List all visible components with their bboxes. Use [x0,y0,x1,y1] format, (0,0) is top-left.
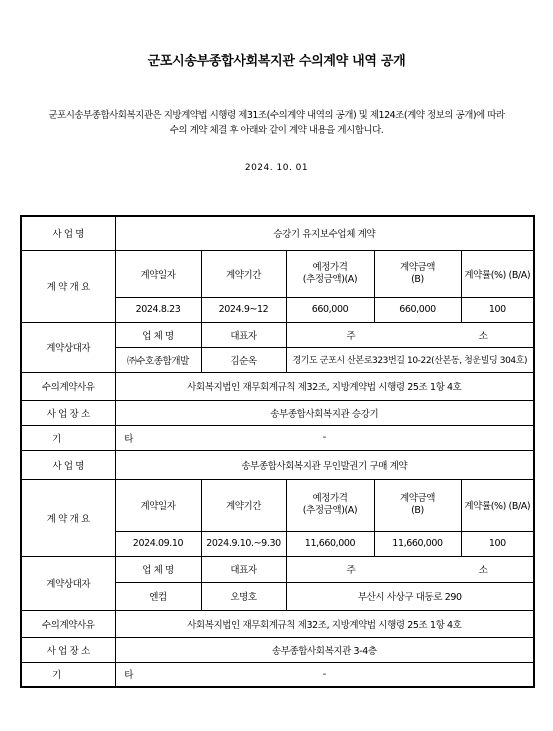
contract-1-reason-row [21,372,534,400]
rep-header: 대표자 [201,556,286,582]
project-label: 사 업 명 [21,450,115,479]
date-header: 계약일자 [115,479,201,531]
contract-period: 2024.9.10.~9.30 [201,531,286,556]
contract-1-location-row [21,400,534,425]
estimate-header: 예정가격 (추정금액)(A) [286,479,374,531]
amount-value: 11,660,000 [374,531,461,556]
period-header: 계약기간 [201,250,286,297]
rate-header: 계약률(%) (B/A) [461,479,534,531]
location-label: 사 업 장 소 [21,637,115,662]
location-label: 사 업 장 소 [21,400,115,425]
amount-value: 660,000 [374,297,461,322]
intro-line-1: 군포시송부종합사회복지관은 지방계약법 시행령 제31조(수의계약 내역의 공개) 및 제124조(계약 정보의 공개)에 따라 [48,110,505,121]
etc-value: - [115,425,534,450]
rate-value: 100 [461,297,534,322]
contract-2-party-header-row [21,556,534,582]
contract-date: 2024.09.10 [115,531,201,556]
location-value: 송부종합사회복지관 승강기 [115,400,534,425]
reason-label: 수의계약사유 [21,610,115,637]
contract-table [20,215,548,688]
amount-header: 계약금액 (B) [374,250,461,297]
overview-label: 계 약 개 요 [21,479,115,556]
company-name: 엔컴 [115,582,201,610]
period-header: 계약기간 [201,479,286,531]
overview-label: 계 약 개 요 [21,250,115,322]
contract-1-party-header-row [21,322,534,347]
project-name: 승강기 유지보수업체 계약 [115,216,534,250]
contract-2-project-row [21,450,534,479]
company-name: ㈜수호종합개발 [115,347,201,372]
amount-header: 계약금액 (B) [374,479,461,531]
contract-2-reason-row [21,610,534,637]
estimate-header: 예정가격 (추정금액)(A) [286,250,374,297]
contract-2-overview-header-row [21,479,534,531]
intro-line-2: 수의 계약 체결 후 아래와 같이 계약 내용을 게시합니다. [169,125,384,136]
address-header: 주 소 [286,322,534,347]
company-header: 업 체 명 [115,556,201,582]
location-value: 송부종합사회복지관 3-4층 [115,637,534,662]
company-address: 경기도 군포시 산본로323번길 10-22(산본동, 청운빌딩 304호) [286,347,534,372]
estimate-value: 660,000 [286,297,374,322]
party-label: 계약상대자 [21,322,115,372]
company-address: 부산시 사상구 대동로 290 [286,582,534,610]
etc-label: 기 타 [21,662,115,687]
reason-value: 사회복지법인 재무회계규칙 제32조, 지방계약법 시행령 25조 1항 4호 [115,610,534,637]
project-label: 사 업 명 [21,216,115,250]
company-header: 업 체 명 [115,322,201,347]
contract-period: 2024.9~12 [201,297,286,322]
contract-1-etc-row [21,425,534,450]
rep-header: 대표자 [201,322,286,347]
contract-1-overview-header-row [21,250,534,297]
party-label: 계약상대자 [21,556,115,610]
document-title: 군포시송부종합사회복지관 수의계약 내역 공개 [147,54,406,69]
date-header: 계약일자 [115,250,201,297]
address-header: 주 소 [286,556,534,582]
estimate-value: 11,660,000 [286,531,374,556]
etc-value: - [115,662,534,687]
reason-label: 수의계약사유 [21,372,115,400]
etc-label: 기 타 [21,425,115,450]
project-name: 송부종합사회복지관 무인발권기 구매 계약 [115,450,534,479]
contract-date: 2024.8.23 [115,297,201,322]
contract-2-etc-row [21,662,534,687]
rate-header: 계약률(%) (B/A) [461,250,534,297]
rep-name: 오명호 [201,582,286,610]
rep-name: 김순옥 [201,347,286,372]
contract-2-location-row [21,637,534,662]
rate-value: 100 [461,531,534,556]
contract-1-project-row [21,216,534,250]
posting-date: 2024. 10. 01 [244,163,309,173]
reason-value: 사회복지법인 재무회계규칙 제32조, 지방계약법 시행령 25조 1항 4호 [115,372,534,400]
intro-text [0,108,553,138]
